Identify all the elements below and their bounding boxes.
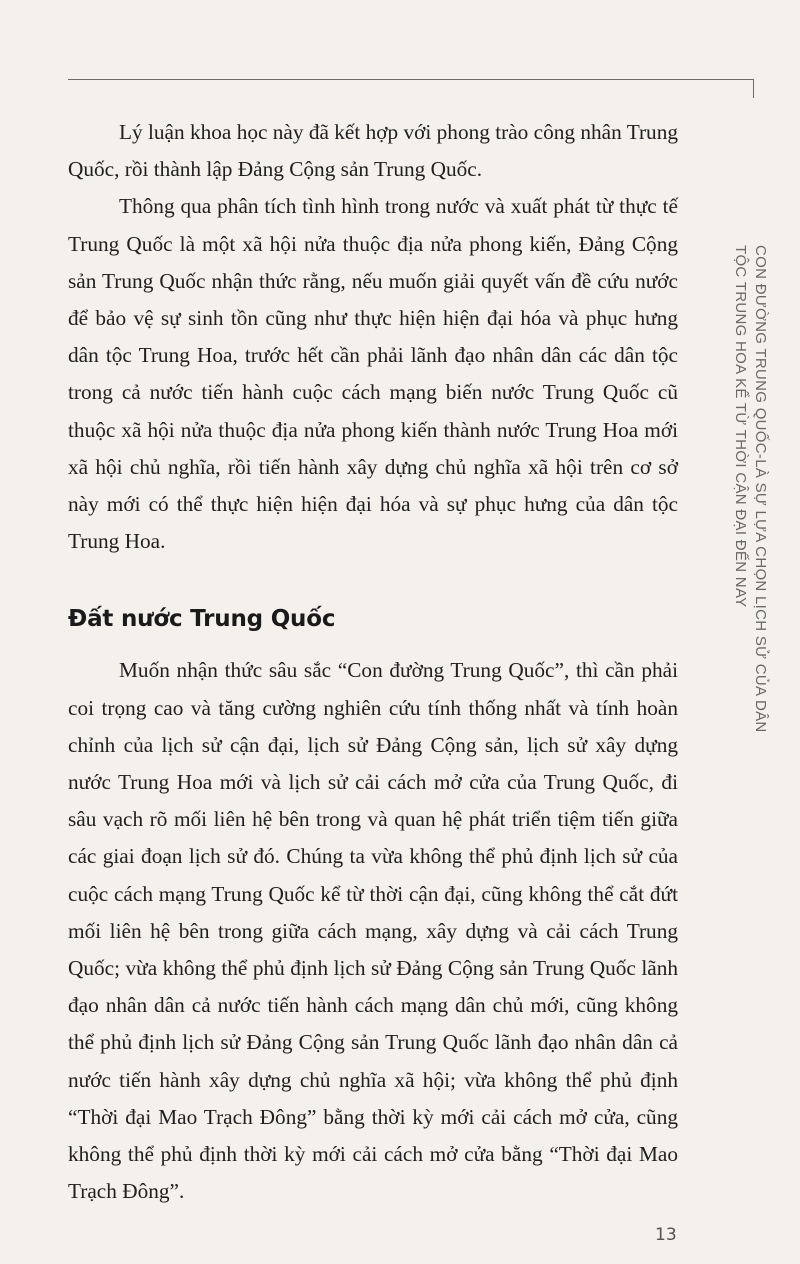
paragraph: Thông qua phân tích tình hình trong nước và xuất phát từ thực tế Trung Quốc là một xã hội nửa thuộc địa nửa phong kiến, Đảng Cộng sản Trung Quốc nhận thức rằng, nếu muốn giải quyết vấn đề cứu nước để bảo vệ sự sinh tồn cũng như thực hiện hiện đại hóa và phục hưng dân tộc Trung Hoa, trước hết cần phải lãnh đạo nhân dân các dân tộc trong cả nước tiến hành cuộc cách mạng biến nước Trung Quốc cũ thuộc xã hội nửa thuộc địa nửa phong kiến thành nước Trung Hoa mới xã hội chủ nghĩa, rồi tiến hành xây dựng chủ nghĩa xã hội trên cơ sở này mới có thể thực hiện hiện đại hóa và sự phục hưng của dân tộc Trung Hoa.: [68, 194, 678, 554]
running-head-line-1: CON ĐƯỜNG TRUNG QUỐC-LÀ SỰ LỰA CHỌN LỊCH SỬ CỦA DÂN: [752, 245, 769, 733]
page-number: 13: [655, 1225, 677, 1245]
running-head-line-2: TỘC TRUNG HOA KỂ TỪ THỜI CẬN ĐẠI ĐẾN NAY: [732, 245, 749, 608]
paragraph: Lý luận khoa học này đã kết hợp với phong trào công nhân Trung Quốc, rồi thành lập Đảng Cộng sản Trung Quốc.: [68, 120, 679, 182]
header-rule-tick: [753, 79, 754, 98]
paragraph: Muốn nhận thức sâu sắc “Con đường Trung Quốc”, thì cần phải coi trọng cao và tăng cường nghiên cứu tính thống nhất và tính hoàn chỉnh của lịch sử cận đại, lịch sử Đảng Cộng sản, lịch sử xây dựng nước Trung Hoa mới và lịch sử cải cách mở cửa của Trung Quốc, đi sâu vạch rõ mối liên hệ bên trong và quan hệ phát triển tiệm tiến giữa các giai đoạn lịch sử đó. Chúng ta vừa không thể phủ định lịch sử của cuộc cách mạng Trung Quốc kể từ thời cận đại, cũng không thể cắt đứt mối liên hệ bên trong giữa cách mạng, xây dựng và cải cách Trung Quốc; vừa không thể phủ định lịch sử Đảng Cộng sản Trung Quốc lãnh đạo nhân dân cả nước tiến hành cách mạng dân chủ mới, cũng không thể phủ định lịch sử Đảng Cộng sản Trung Quốc lãnh đạo nhân dân cả nước tiến hành xây dựng chủ nghĩa xã hội; vừa không thể phủ định “Thời đại Mao Trạch Đông” bằng thời kỳ mới cải cách mở cửa, cũng không thể phủ định thời kỳ mới cải cách mở cửa bằng “Thời đại Mao Trạch Đông”.: [68, 658, 678, 1204]
section-heading: Đất nước Trung Quốc: [68, 606, 336, 633]
body-text: [68, 114, 678, 1210]
running-head: [718, 245, 788, 733]
header-rule: [68, 79, 754, 80]
